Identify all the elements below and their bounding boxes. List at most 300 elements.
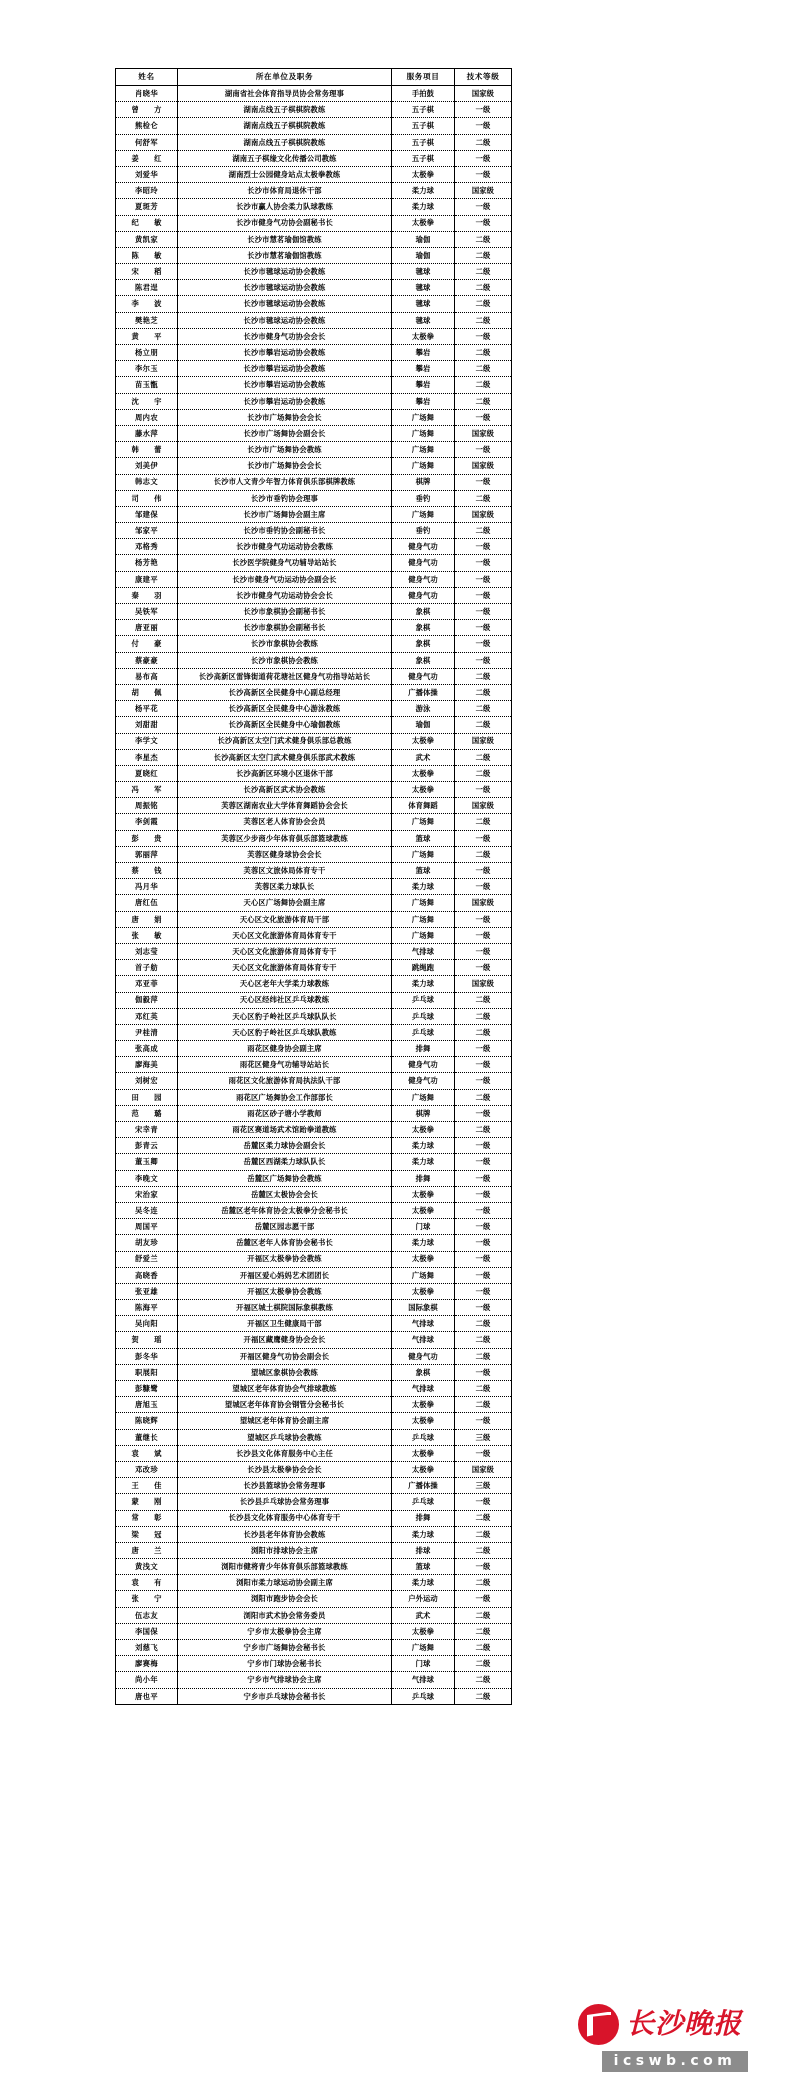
cell-service-item: 广场舞 (392, 1640, 455, 1656)
cell-name: 邓格秀 (116, 539, 178, 555)
cell-name: 邓改珍 (116, 1461, 178, 1477)
cell-name: 唐也平 (116, 1688, 178, 1704)
cell-unit-position: 天心区文化旅游体育局体育专干 (178, 927, 392, 943)
table-row (116, 1316, 512, 1332)
cell-name: 韩 蕾 (116, 442, 178, 458)
cell-name: 李尔玉 (116, 361, 178, 377)
table-row (116, 1461, 512, 1477)
cell-technical-grade: 国家级 (455, 458, 512, 474)
cell-service-item: 广场舞 (392, 895, 455, 911)
cell-technical-grade: 一级 (455, 1138, 512, 1154)
cell-technical-grade: 一级 (455, 1283, 512, 1299)
cell-technical-grade: 一级 (455, 620, 512, 636)
table-row (116, 733, 512, 749)
cell-unit-position: 长沙县篮球协会常务理事 (178, 1478, 392, 1494)
cell-name: 吴冬连 (116, 1202, 178, 1218)
cell-technical-grade: 二级 (455, 361, 512, 377)
cell-service-item: 太极拳 (392, 215, 455, 231)
cell-service-item: 毽球 (392, 280, 455, 296)
table-row (116, 555, 512, 571)
cell-technical-grade: 二级 (455, 1397, 512, 1413)
table-row (116, 1413, 512, 1429)
cell-name: 袁 斌 (116, 1445, 178, 1461)
cell-name: 宋治家 (116, 1186, 178, 1202)
cell-name: 王 佳 (116, 1478, 178, 1494)
table-row (116, 1397, 512, 1413)
cell-service-item: 国际象棋 (392, 1300, 455, 1316)
table-row (116, 1381, 512, 1397)
cell-name: 黄浅文 (116, 1559, 178, 1575)
table-row (116, 652, 512, 668)
cell-name: 廖赛梅 (116, 1656, 178, 1672)
cell-technical-grade: 一级 (455, 571, 512, 587)
cell-unit-position: 宁乡市广场舞协会秘书长 (178, 1640, 392, 1656)
cell-name: 唐亚丽 (116, 620, 178, 636)
cell-technical-grade: 二级 (455, 701, 512, 717)
cell-unit-position: 天心区经纬社区乒乓球教练 (178, 992, 392, 1008)
cell-service-item: 乒乓球 (392, 1429, 455, 1445)
cell-service-item: 太极拳 (392, 1445, 455, 1461)
table-row (116, 604, 512, 620)
cell-technical-grade: 一级 (455, 1494, 512, 1510)
cell-name: 付 豪 (116, 636, 178, 652)
cell-technical-grade: 一级 (455, 1073, 512, 1089)
cell-technical-grade: 国家级 (455, 798, 512, 814)
cell-technical-grade: 二级 (455, 1575, 512, 1591)
cell-unit-position: 开福区太极拳协会教练 (178, 1251, 392, 1267)
cell-technical-grade: 一级 (455, 911, 512, 927)
cell-unit-position: 长沙市广场舞协会副主席 (178, 506, 392, 522)
cell-technical-grade: 国家级 (455, 86, 512, 102)
cell-technical-grade: 一级 (455, 863, 512, 879)
cell-technical-grade: 一级 (455, 555, 512, 571)
cell-technical-grade: 一级 (455, 409, 512, 425)
cell-unit-position: 长沙市攀岩运动协会教练 (178, 377, 392, 393)
cell-service-item: 乒乓球 (392, 992, 455, 1008)
table-row (116, 620, 512, 636)
table-row (116, 830, 512, 846)
cell-service-item: 乒乓球 (392, 1494, 455, 1510)
table-row (116, 296, 512, 312)
table-row (116, 409, 512, 425)
cell-name: 邓亚菲 (116, 976, 178, 992)
cell-name: 吴铁军 (116, 604, 178, 620)
cell-service-item: 五子棋 (392, 134, 455, 150)
table-row (116, 846, 512, 862)
cell-technical-grade: 二级 (455, 1623, 512, 1639)
cell-service-item: 广播体操 (392, 1478, 455, 1494)
cell-service-item: 气排球 (392, 1332, 455, 1348)
cell-unit-position: 长沙市垂钓协会理事 (178, 490, 392, 506)
table-row (116, 474, 512, 490)
cell-unit-position: 长沙市广场舞协会会长 (178, 409, 392, 425)
table-row (116, 668, 512, 684)
cell-unit-position: 长沙市广场舞协会教练 (178, 442, 392, 458)
cell-service-item: 武术 (392, 1607, 455, 1623)
table-row (116, 1607, 512, 1623)
cell-name: 易布高 (116, 668, 178, 684)
cell-technical-grade: 一级 (455, 1300, 512, 1316)
changsha-evening-news-logo (578, 2000, 764, 2072)
cell-name: 唐 兰 (116, 1542, 178, 1558)
cell-name: 藤水萍 (116, 425, 178, 441)
table-row (116, 442, 512, 458)
cell-service-item: 篮球 (392, 830, 455, 846)
cell-name: 李学文 (116, 733, 178, 749)
cell-unit-position: 湖南五子棋缘文化传播公司教练 (178, 150, 392, 166)
table-row (116, 215, 512, 231)
cell-technical-grade: 一级 (455, 1267, 512, 1283)
table-row (116, 863, 512, 879)
cell-service-item: 健身气功 (392, 555, 455, 571)
cell-name: 田 园 (116, 1089, 178, 1105)
table-row (116, 1122, 512, 1138)
cell-technical-grade: 二级 (455, 717, 512, 733)
cell-unit-position: 岳麓区柔力球协会副会长 (178, 1138, 392, 1154)
cell-unit-position: 长沙县乒乓球协会常务理事 (178, 1494, 392, 1510)
cell-name: 张亚雄 (116, 1283, 178, 1299)
cell-service-item: 健身气功 (392, 539, 455, 555)
cell-service-item: 太极拳 (392, 328, 455, 344)
cell-service-item: 毽球 (392, 312, 455, 328)
cell-name: 胡 佩 (116, 684, 178, 700)
cell-technical-grade: 一级 (455, 927, 512, 943)
cell-unit-position: 岳麓区老年体育协会太极拳分会秘书长 (178, 1202, 392, 1218)
cell-technical-grade: 一级 (455, 102, 512, 118)
table-row (116, 134, 512, 150)
table-row (116, 1154, 512, 1170)
table-row (116, 1445, 512, 1461)
cell-name: 纪 敏 (116, 215, 178, 231)
cell-service-item: 太极拳 (392, 765, 455, 781)
table-row (116, 1510, 512, 1526)
cell-service-item: 广场舞 (392, 814, 455, 830)
cell-technical-grade: 二级 (455, 668, 512, 684)
cell-technical-grade: 二级 (455, 393, 512, 409)
cell-unit-position: 长沙市人文青少年智力体育俱乐部棋牌教练 (178, 474, 392, 490)
cell-service-item: 太极拳 (392, 1186, 455, 1202)
cell-service-item: 乒乓球 (392, 1688, 455, 1704)
table-row (116, 992, 512, 1008)
cell-unit-position: 湖南点线五子棋棋院教练 (178, 134, 392, 150)
cell-name: 李星杰 (116, 749, 178, 765)
cell-name: 刘甜甜 (116, 717, 178, 733)
table-row (116, 1478, 512, 1494)
cell-unit-position: 长沙市健身气功运动协会副会长 (178, 571, 392, 587)
cell-unit-position: 长沙市象棋协会副秘书长 (178, 604, 392, 620)
cell-unit-position: 长沙市毽球运动协会教练 (178, 280, 392, 296)
cell-service-item: 柔力球 (392, 1138, 455, 1154)
cell-service-item: 毽球 (392, 264, 455, 280)
cell-unit-position: 开福区太极拳协会教练 (178, 1283, 392, 1299)
cell-service-item: 柔力球 (392, 1235, 455, 1251)
cell-technical-grade: 二级 (455, 490, 512, 506)
table-row (116, 1041, 512, 1057)
table-row (116, 1283, 512, 1299)
cell-name: 陈 敏 (116, 247, 178, 263)
cell-name: 范 璐 (116, 1105, 178, 1121)
cell-technical-grade: 二级 (455, 992, 512, 1008)
cell-service-item: 象棋 (392, 652, 455, 668)
cell-technical-grade: 一级 (455, 782, 512, 798)
cell-technical-grade: 一级 (455, 1413, 512, 1429)
cell-name: 廖海美 (116, 1057, 178, 1073)
cell-name: 伍志友 (116, 1607, 178, 1623)
cell-unit-position: 雨花区健身气功辅导站站长 (178, 1057, 392, 1073)
table-row (116, 166, 512, 182)
cell-service-item: 垂钓 (392, 523, 455, 539)
cell-service-item: 五子棋 (392, 102, 455, 118)
cell-service-item: 象棋 (392, 636, 455, 652)
cell-name: 蔡豪豪 (116, 652, 178, 668)
table-row (116, 684, 512, 700)
cell-unit-position: 天心区老年大学柔力球教练 (178, 976, 392, 992)
cell-service-item: 五子棋 (392, 118, 455, 134)
cell-technical-grade: 国家级 (455, 183, 512, 199)
cell-technical-grade: 一级 (455, 636, 512, 652)
cell-unit-position: 芙蓉区柔力球队长 (178, 879, 392, 895)
table-row (116, 1219, 512, 1235)
table-row (116, 1235, 512, 1251)
cell-name: 刘慈飞 (116, 1640, 178, 1656)
cell-service-item: 攀岩 (392, 345, 455, 361)
cell-technical-grade: 国家级 (455, 1461, 512, 1477)
cell-name: 冯 军 (116, 782, 178, 798)
cell-service-item: 气排球 (392, 1381, 455, 1397)
cell-technical-grade: 国家级 (455, 895, 512, 911)
cell-service-item: 广场舞 (392, 442, 455, 458)
cell-name: 张 宁 (116, 1591, 178, 1607)
table-row (116, 701, 512, 717)
table-row (116, 1073, 512, 1089)
cell-technical-grade: 二级 (455, 1672, 512, 1688)
cell-technical-grade: 二级 (455, 523, 512, 539)
cell-unit-position: 望城区老年体育协会钢管分会秘书长 (178, 1397, 392, 1413)
cell-technical-grade: 二级 (455, 1607, 512, 1623)
cell-unit-position: 浏阳市柔力球运动协会副主席 (178, 1575, 392, 1591)
cell-name: 沈 宇 (116, 393, 178, 409)
cell-unit-position: 天心区广场舞协会副主席 (178, 895, 392, 911)
cell-name: 吴向阳 (116, 1316, 178, 1332)
cell-unit-position: 宁乡市太极拳协会主席 (178, 1623, 392, 1639)
cell-name: 韩志文 (116, 474, 178, 490)
cell-name: 邹建保 (116, 506, 178, 522)
table-row (116, 976, 512, 992)
cell-unit-position: 芙蓉区健身球协会会长 (178, 846, 392, 862)
cell-technical-grade: 一级 (455, 652, 512, 668)
cell-technical-grade: 一级 (455, 474, 512, 490)
roster-table-container (115, 68, 511, 1705)
cell-name: 张 敏 (116, 927, 178, 943)
table-header (116, 69, 512, 86)
cell-service-item: 健身气功 (392, 1348, 455, 1364)
table-row (116, 749, 512, 765)
cell-name: 职展阳 (116, 1364, 178, 1380)
table-row (116, 458, 512, 474)
cell-technical-grade: 二级 (455, 264, 512, 280)
table-row (116, 1591, 512, 1607)
cell-unit-position: 开福区卫生健康局干部 (178, 1316, 392, 1332)
table-row (116, 1526, 512, 1542)
cell-name: 李国保 (116, 1623, 178, 1639)
cell-name: 黄凯家 (116, 231, 178, 247)
cell-service-item: 广场舞 (392, 846, 455, 862)
cell-unit-position: 天心区文化旅游体育局体育专干 (178, 943, 392, 959)
cell-technical-grade: 一级 (455, 1186, 512, 1202)
cell-service-item: 广场舞 (392, 1089, 455, 1105)
cell-name: 唐红伍 (116, 895, 178, 911)
cell-name: 刘美伊 (116, 458, 178, 474)
table-row (116, 879, 512, 895)
cell-service-item: 太极拳 (392, 733, 455, 749)
table-row (116, 1640, 512, 1656)
cell-name: 董继长 (116, 1429, 178, 1445)
logo-wordmark: 长沙晚报 (626, 2007, 743, 2040)
cell-service-item: 攀岩 (392, 361, 455, 377)
cell-service-item: 广场舞 (392, 1267, 455, 1283)
cell-service-item: 门球 (392, 1656, 455, 1672)
cell-name: 刘爱华 (116, 166, 178, 182)
cell-service-item: 健身气功 (392, 1057, 455, 1073)
cell-name: 李晚文 (116, 1170, 178, 1186)
cell-service-item: 攀岩 (392, 377, 455, 393)
cell-technical-grade: 一级 (455, 1235, 512, 1251)
cell-name: 夏晓红 (116, 765, 178, 781)
cell-service-item: 广场舞 (392, 927, 455, 943)
cell-technical-grade: 一级 (455, 166, 512, 182)
cell-service-item: 广场舞 (392, 911, 455, 927)
cell-technical-grade: 二级 (455, 377, 512, 393)
cell-service-item: 太极拳 (392, 1397, 455, 1413)
table-row (116, 361, 512, 377)
cell-name: 舒爱兰 (116, 1251, 178, 1267)
cell-technical-grade: 二级 (455, 1381, 512, 1397)
cell-name: 宋幸青 (116, 1122, 178, 1138)
cell-service-item: 广场舞 (392, 425, 455, 441)
table-row (116, 1494, 512, 1510)
cell-technical-grade: 一级 (455, 1170, 512, 1186)
table-row (116, 1024, 512, 1040)
cell-unit-position: 芙蓉区老人体育协会会员 (178, 814, 392, 830)
cell-name: 郭丽萍 (116, 846, 178, 862)
cell-service-item: 象棋 (392, 1364, 455, 1380)
cell-unit-position: 岳麓区太极协会会长 (178, 1186, 392, 1202)
cell-name: 首子舫 (116, 960, 178, 976)
cell-service-item: 排球 (392, 1542, 455, 1558)
cell-technical-grade: 一级 (455, 879, 512, 895)
table-row (116, 490, 512, 506)
cell-unit-position: 长沙县文化体育服务中心体育专干 (178, 1510, 392, 1526)
cell-technical-grade: 一级 (455, 1251, 512, 1267)
cell-technical-grade: 二级 (455, 231, 512, 247)
table-row (116, 1542, 512, 1558)
cell-unit-position: 雨花区文化旅游体育局执法队干部 (178, 1073, 392, 1089)
cell-technical-grade: 一级 (455, 830, 512, 846)
cell-technical-grade: 二级 (455, 1348, 512, 1364)
cell-technical-grade: 一级 (455, 150, 512, 166)
cell-unit-position: 长沙市象棋协会副秘书长 (178, 620, 392, 636)
cell-unit-position: 开福区健身气功协会副会长 (178, 1348, 392, 1364)
cell-unit-position: 湖南点线五子棋棋院教练 (178, 102, 392, 118)
cell-unit-position: 望城区老年体育协会气排球教练 (178, 1381, 392, 1397)
table-row (116, 1186, 512, 1202)
cell-name: 李昭玲 (116, 183, 178, 199)
cell-name: 尚小年 (116, 1672, 178, 1688)
logo-mark-row (578, 2000, 764, 2048)
cell-service-item: 垂钓 (392, 490, 455, 506)
table-body (116, 86, 512, 1705)
cell-technical-grade: 一级 (455, 1041, 512, 1057)
cell-name: 陈海平 (116, 1300, 178, 1316)
cell-unit-position: 天心区文化旅游体育局干部 (178, 911, 392, 927)
cell-unit-position: 望城区老年体育协会副主席 (178, 1413, 392, 1429)
cell-unit-position: 岳麓区老年人体育协会秘书长 (178, 1235, 392, 1251)
table-row (116, 1364, 512, 1380)
cell-technical-grade: 二级 (455, 1526, 512, 1542)
cell-name: 常 彰 (116, 1510, 178, 1526)
cell-name: 肖晓华 (116, 86, 178, 102)
table-row (116, 1300, 512, 1316)
cell-technical-grade: 一级 (455, 1105, 512, 1121)
cell-service-item: 太极拳 (392, 1122, 455, 1138)
table-row (116, 1170, 512, 1186)
cell-technical-grade: 一级 (455, 1154, 512, 1170)
cell-service-item: 象棋 (392, 604, 455, 620)
cell-unit-position: 长沙县老年体育协会教练 (178, 1526, 392, 1542)
cell-service-item: 太极拳 (392, 1461, 455, 1477)
table-row (116, 943, 512, 959)
table-row (116, 571, 512, 587)
table-row (116, 118, 512, 134)
cell-unit-position: 芙蓉区湖南农业大学体育舞蹈协会会长 (178, 798, 392, 814)
cell-technical-grade: 一级 (455, 328, 512, 344)
column-header-technical-grade: 技术等级 (455, 69, 512, 86)
cell-name: 黄 平 (116, 328, 178, 344)
table-row (116, 1348, 512, 1364)
cell-name: 周内农 (116, 409, 178, 425)
cell-name: 彭糠鹭 (116, 1381, 178, 1397)
cell-technical-grade: 一级 (455, 1057, 512, 1073)
cell-unit-position: 长沙市垂钓协会副秘书长 (178, 523, 392, 539)
cell-technical-grade: 二级 (455, 312, 512, 328)
cell-technical-grade: 二级 (455, 1008, 512, 1024)
cell-service-item: 跳绳跑 (392, 960, 455, 976)
cell-name: 康建平 (116, 571, 178, 587)
column-header-name: 姓名 (116, 69, 178, 86)
table-row (116, 199, 512, 215)
cell-unit-position: 长沙医学院健身气功辅导站站长 (178, 555, 392, 571)
cell-technical-grade: 三级 (455, 1478, 512, 1494)
cell-service-item: 棋牌 (392, 1105, 455, 1121)
cell-service-item: 柔力球 (392, 1575, 455, 1591)
cell-service-item: 柔力球 (392, 183, 455, 199)
table-row (116, 1202, 512, 1218)
cell-name: 董玉卿 (116, 1154, 178, 1170)
cell-unit-position: 岳麓区园志愿干部 (178, 1219, 392, 1235)
cell-name: 司 伟 (116, 490, 178, 506)
cell-unit-position: 长沙高新区全民健身中心副总经理 (178, 684, 392, 700)
cell-unit-position: 长沙市健身气功协会副秘书长 (178, 215, 392, 231)
cell-unit-position: 长沙市毽球运动协会教练 (178, 296, 392, 312)
cell-name: 宋 稻 (116, 264, 178, 280)
cell-service-item: 手拍鼓 (392, 86, 455, 102)
cell-name: 尹桂清 (116, 1024, 178, 1040)
cell-unit-position: 长沙市健身气功协会会长 (178, 328, 392, 344)
cell-name: 彭冬华 (116, 1348, 178, 1364)
cell-technical-grade: 一级 (455, 1559, 512, 1575)
table-row (116, 1105, 512, 1121)
cell-name: 刘志莹 (116, 943, 178, 959)
